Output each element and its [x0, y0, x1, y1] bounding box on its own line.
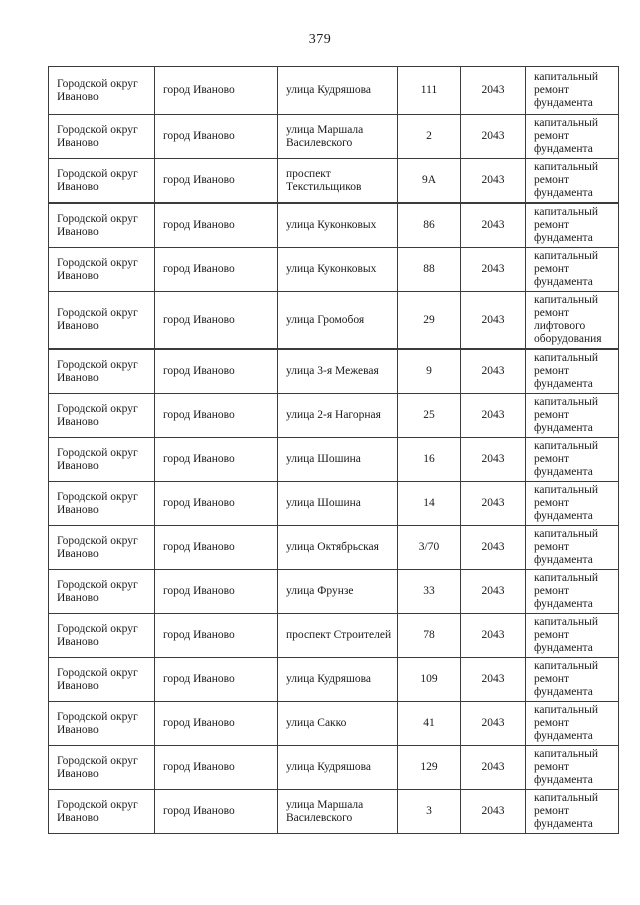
cell-municipality: Городской округ Иваново	[49, 658, 155, 702]
cell-house-number: 3/70	[398, 526, 461, 570]
cell-year: 2043	[461, 790, 526, 834]
cell-city: город Иваново	[155, 746, 278, 790]
cell-year: 2043	[461, 115, 526, 159]
cell-municipality: Городской округ Иваново	[49, 746, 155, 790]
cell-municipality: Городской округ Иваново	[49, 115, 155, 159]
cell-municipality: Городской округ Иваново	[49, 349, 155, 394]
table-row	[49, 203, 619, 248]
cell-year: 2043	[461, 203, 526, 248]
cell-year: 2043	[461, 438, 526, 482]
cell-street: улица Фрунзе	[278, 570, 398, 614]
cell-house-number: 88	[398, 248, 461, 292]
cell-house-number: 16	[398, 438, 461, 482]
cell-year: 2043	[461, 526, 526, 570]
cell-street: улица Кудряшова	[278, 67, 398, 115]
table-body	[49, 67, 619, 834]
cell-house-number: 86	[398, 203, 461, 248]
cell-street: улица Шошина	[278, 438, 398, 482]
table-row	[49, 570, 619, 614]
cell-year: 2043	[461, 746, 526, 790]
cell-street: улица Маршала Василевского	[278, 115, 398, 159]
table-row	[49, 482, 619, 526]
cell-house-number: 33	[398, 570, 461, 614]
cell-work-type: капитальный ремонт фундамента	[526, 746, 619, 790]
cell-house-number: 9	[398, 349, 461, 394]
capital-repair-schedule-table	[48, 66, 619, 834]
cell-house-number: 3	[398, 790, 461, 834]
table-row	[49, 658, 619, 702]
cell-house-number: 9А	[398, 159, 461, 204]
table-row	[49, 67, 619, 115]
cell-house-number: 78	[398, 614, 461, 658]
cell-work-type: капитальный ремонт фундамента	[526, 570, 619, 614]
cell-city: город Иваново	[155, 115, 278, 159]
cell-street: улица Громобоя	[278, 292, 398, 350]
cell-year: 2043	[461, 159, 526, 204]
cell-house-number: 2	[398, 115, 461, 159]
cell-municipality: Городской округ Иваново	[49, 570, 155, 614]
cell-city: город Иваново	[155, 790, 278, 834]
page-number: 379	[308, 32, 332, 47]
cell-year: 2043	[461, 614, 526, 658]
table-row	[49, 790, 619, 834]
cell-house-number: 109	[398, 658, 461, 702]
cell-year: 2043	[461, 658, 526, 702]
cell-year: 2043	[461, 67, 526, 115]
cell-work-type: капитальный ремонт фундамента	[526, 658, 619, 702]
cell-street: улица Октябрьская	[278, 526, 398, 570]
cell-work-type: капитальный ремонт фундамента	[526, 349, 619, 394]
cell-work-type: капитальный ремонт фундамента	[526, 394, 619, 438]
cell-city: город Иваново	[155, 702, 278, 746]
cell-street: проспект Строителей	[278, 614, 398, 658]
cell-city: город Иваново	[155, 349, 278, 394]
cell-street: улица Шошина	[278, 482, 398, 526]
cell-municipality: Городской округ Иваново	[49, 248, 155, 292]
table-row	[49, 614, 619, 658]
cell-year: 2043	[461, 248, 526, 292]
cell-street: улица 3-я Межевая	[278, 349, 398, 394]
cell-work-type: капитальный ремонт фундамента	[526, 614, 619, 658]
table-row	[49, 349, 619, 394]
cell-street: улица Кудряшова	[278, 658, 398, 702]
cell-municipality: Городской округ Иваново	[49, 438, 155, 482]
cell-year: 2043	[461, 482, 526, 526]
table-row	[49, 292, 619, 350]
cell-municipality: Городской округ Иваново	[49, 614, 155, 658]
cell-year: 2043	[461, 292, 526, 350]
cell-work-type: капитальный ремонт фундамента	[526, 248, 619, 292]
cell-city: город Иваново	[155, 248, 278, 292]
cell-year: 2043	[461, 349, 526, 394]
cell-municipality: Городской округ Иваново	[49, 67, 155, 115]
cell-work-type: капитальный ремонт фундамента	[526, 438, 619, 482]
cell-city: город Иваново	[155, 614, 278, 658]
cell-house-number: 111	[398, 67, 461, 115]
cell-work-type: капитальный ремонт фундамента	[526, 67, 619, 115]
cell-work-type: капитальный ремонт фундамента	[526, 203, 619, 248]
cell-house-number: 129	[398, 746, 461, 790]
table-row	[49, 115, 619, 159]
table-row	[49, 746, 619, 790]
cell-street: улица 2-я Нагорная	[278, 394, 398, 438]
cell-city: город Иваново	[155, 203, 278, 248]
cell-street: улица Маршала Василевского	[278, 790, 398, 834]
cell-house-number: 41	[398, 702, 461, 746]
cell-street: улица Сакко	[278, 702, 398, 746]
cell-house-number: 14	[398, 482, 461, 526]
cell-work-type: капитальный ремонт фундамента	[526, 526, 619, 570]
cell-street: улица Куконковых	[278, 248, 398, 292]
table-row	[49, 526, 619, 570]
table-row	[49, 702, 619, 746]
cell-work-type: капитальный ремонт фундамента	[526, 115, 619, 159]
cell-street: улица Куконковых	[278, 203, 398, 248]
table-row	[49, 159, 619, 204]
cell-city: город Иваново	[155, 482, 278, 526]
cell-municipality: Городской округ Иваново	[49, 526, 155, 570]
cell-street: улица Кудряшова	[278, 746, 398, 790]
cell-city: город Иваново	[155, 658, 278, 702]
cell-work-type: капитальный ремонт фундамента	[526, 790, 619, 834]
cell-house-number: 25	[398, 394, 461, 438]
table-row	[49, 248, 619, 292]
cell-city: город Иваново	[155, 526, 278, 570]
cell-city: город Иваново	[155, 394, 278, 438]
cell-work-type: капитальный ремонт фундамента	[526, 159, 619, 204]
cell-municipality: Городской округ Иваново	[49, 790, 155, 834]
cell-year: 2043	[461, 702, 526, 746]
cell-house-number: 29	[398, 292, 461, 350]
cell-municipality: Городской округ Иваново	[49, 292, 155, 350]
cell-city: город Иваново	[155, 159, 278, 204]
table-row	[49, 438, 619, 482]
cell-year: 2043	[461, 570, 526, 614]
cell-work-type: капитальный ремонт фундамента	[526, 702, 619, 746]
cell-city: город Иваново	[155, 438, 278, 482]
cell-year: 2043	[461, 394, 526, 438]
cell-street: проспект Текстильщиков	[278, 159, 398, 204]
cell-city: город Иваново	[155, 570, 278, 614]
cell-work-type: капитальный ремонт фундамента	[526, 482, 619, 526]
cell-city: город Иваново	[155, 292, 278, 350]
cell-work-type: капитальный ремонт лифтового оборудования	[526, 292, 619, 350]
cell-city: город Иваново	[155, 67, 278, 115]
cell-municipality: Городской округ Иваново	[49, 482, 155, 526]
table-row	[49, 394, 619, 438]
cell-municipality: Городской округ Иваново	[49, 159, 155, 204]
cell-municipality: Городской округ Иваново	[49, 394, 155, 438]
cell-municipality: Городской округ Иваново	[49, 203, 155, 248]
cell-municipality: Городской округ Иваново	[49, 702, 155, 746]
